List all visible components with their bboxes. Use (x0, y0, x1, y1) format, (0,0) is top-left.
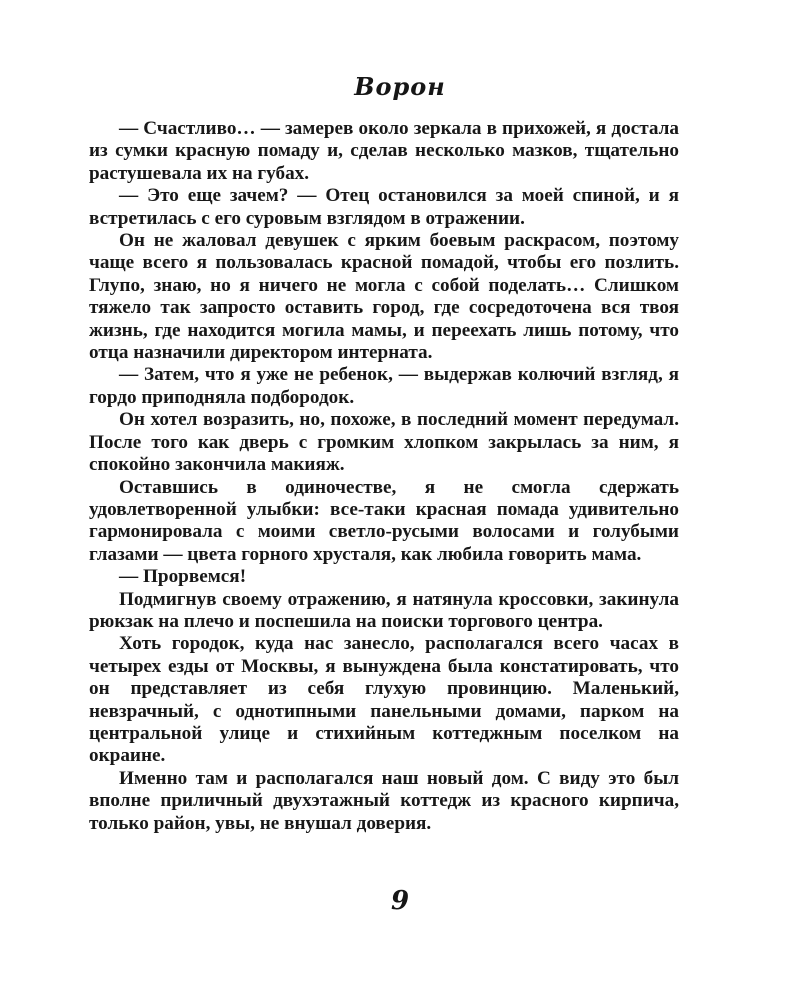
paragraph: — Прорвемся! (119, 566, 247, 588)
paragraph: Хоть городок, куда нас занесло, располагался всего часах в четырех езды от Москвы, я вынуждена была констатировать, что он представляет из себя глухую провинцию. Маленький, невзрачный, с однотипными панельными домами, парком на центральной улице и стихийным коттеджным поселком на окраине. (89, 633, 679, 767)
paragraph: Он хотел возразить, но, похоже, в последний момент передумал. После того как дверь с громким хлопком закрылась за ним, я спокойно закончила макияж. (89, 409, 679, 476)
page-number: 9 (390, 886, 410, 916)
paragraph: Именно там и располагался наш новый дом. С виду это был вполне приличный двухэтажный коттедж из красного кирпича, только район, увы, не внушал доверия. (89, 767, 679, 834)
paragraph: Подмигнув своему отражению, я натянула кроссовки, закинула рюкзак на плечо и поспешила на поиски торгового центра. (89, 588, 679, 632)
paragraph: Он не жаловал девушек с ярким боевым раскрасом, поэтому чаще всего я пользовалась красной помадой, чтобы его позлить. Глупо, знаю, но я ничего не могла с собой поделать… Слишком тяжело так запросто оставить город, где сосредоточена вся твоя жизнь, где находится могила мамы, и переехать лишь потому, что отца назначили директором интерната. (89, 230, 679, 364)
paragraph: — Это еще зачем? — Отец остановился за моей спиной, и я встретилась с его суровым взглядом в отражении. (89, 185, 679, 229)
paragraph: — Счастливо… — замерев около зеркала в прихожей, я достала из сумки красную помаду и, сделав несколько мазков, тщательно растушевала их на губах. (89, 118, 679, 184)
paragraph: — Затем, что я уже не ребенок, — выдержав колючий взгляд, я гордо приподняла подбородок. (89, 364, 679, 408)
body-text (89, 118, 679, 835)
running-title: Ворон (354, 72, 446, 101)
paragraph: Оставшись в одиночестве, я не смогла сдержать удовлетворенной улыбки: все-таки красная помада удивительно гармонировала с моими светло-русыми волосами и голубыми глазами — цвета горного хрусталя, как любила говорить мама. (89, 476, 679, 565)
